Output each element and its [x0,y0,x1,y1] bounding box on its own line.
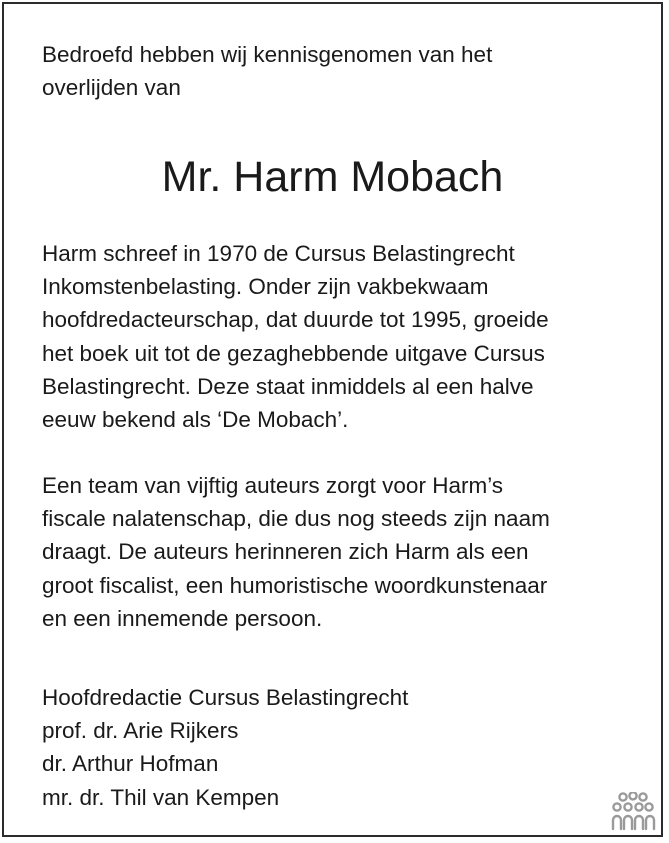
signatory-3: mr. dr. Thil van Kempen [42,784,280,810]
paragraph-history: Harm schreef in 1970 de Cursus Belastingrecht Inkomstenbelasting. Onder zijn vakbekwaam hoofdredacteurschap, dat duurde tot 1995, groeide het boek uit tot de gezaghebbende uitgave Cursus Belastingrecht. Deze staat inmiddels al een halve eeuw bekend als ‘De Mobach’. [42,241,549,433]
deceased-name: Mr. Harm Mobach [161,153,504,201]
intro-text: Bedroefd hebben wij kennisgenomen van het overlijden van [42,42,493,101]
people-group-icon [610,792,656,832]
signatory-1: prof. dr. Arie Rijkers [42,718,239,744]
signoff-organization: Hoofdredactie Cursus Belastingrecht [42,685,409,710]
obituary-card [2,2,663,837]
signatory-2: dr. Arthur Hofman [42,751,219,777]
people-group-icon-svg [610,792,656,832]
paragraph-legacy: Een team van vijftig auteurs zorgt voor Harm’s fiscale nalatenschap, die dus nog steeds zijn naam draagt. De auteurs herinneren zich Harm als een groot fiscalist, een humoristische woordkunstenaar en een innemende persoon. [42,473,550,631]
signoff-block [42,681,632,814]
